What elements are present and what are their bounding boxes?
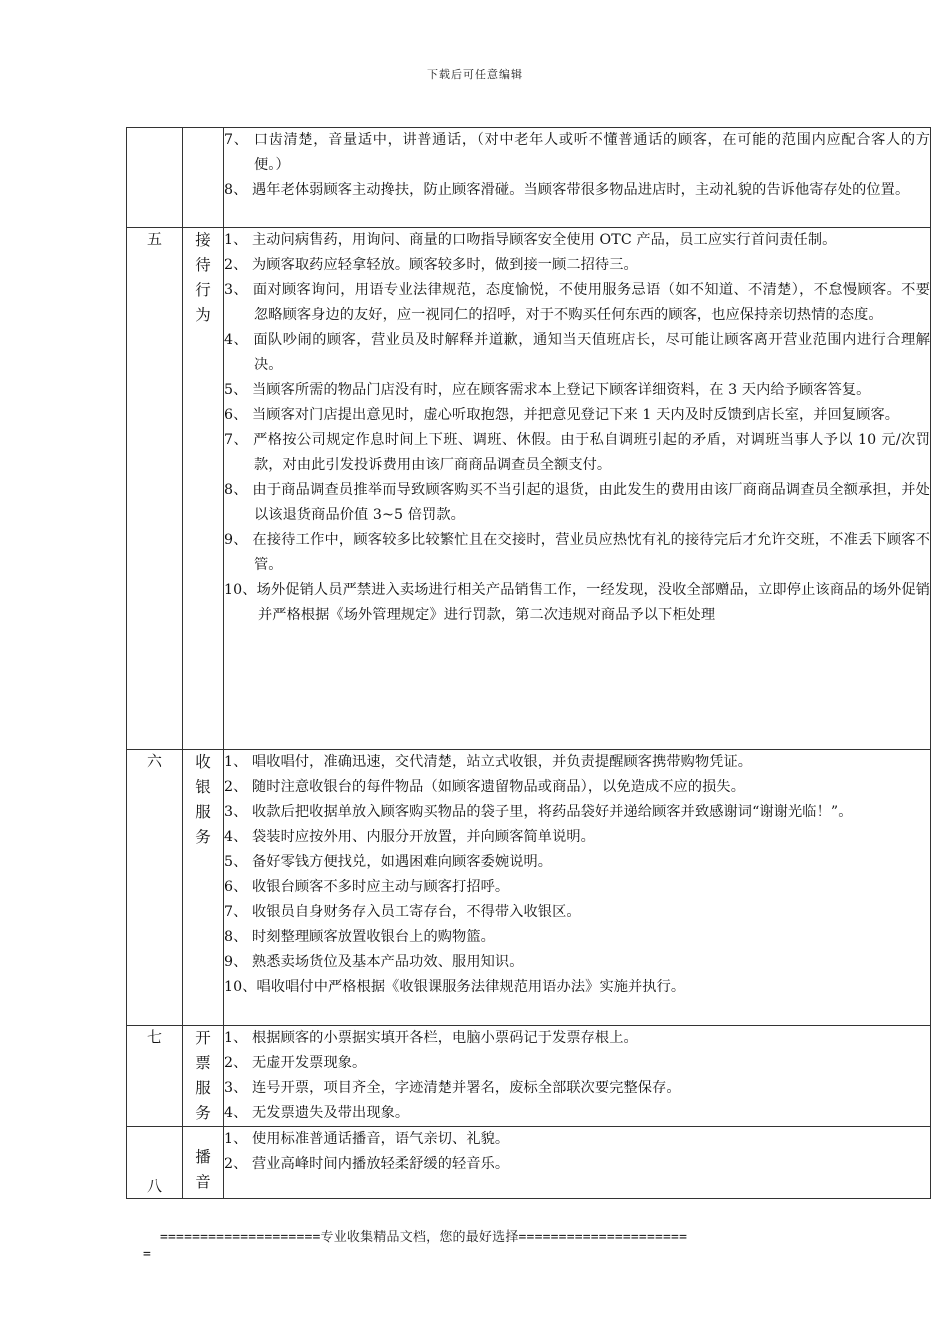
list-item: 8、 时刻整理顾客放置收银台上的购物篮。 [224,929,495,945]
footer-line-continued: = [143,1247,151,1262]
section-items [224,228,931,750]
list-item: 1、 唱收唱付，准确迅速，交代清楚，站立式收银，并负责提醒顾客携带购物凭证。 [224,754,753,770]
list-item: 2、 无虚开发票现象。 [224,1055,367,1071]
list-item: 1、 主动问病售药，用询问、商量的口吻指导顾客安全使用 OTC 产品，员工应实行首问责任制。 [224,232,837,248]
section-items [224,1026,931,1127]
list-item: 9、 熟悉卖场货位及基本产品功效、服用知识。 [224,954,524,970]
list-item: 1、 使用标准普通话播音，语气亲切、礼貌。 [224,1131,510,1147]
list-item: 8、 遇年老体弱顾客主动搀扶，防止顾客滑碰。当顾客带很多物品进店时，主动礼貌的告诉他寄存处的位置。 [224,182,910,198]
list-item: 7、 收银员自身财务存入员工寄存台，不得带入收银区。 [224,904,581,920]
list-item: 6、 收银台顾客不多时应主动与顾客打招呼。 [224,879,510,895]
section-row [127,228,931,750]
list-item: 9、 在接待工作中，顾客较多比较繁忙且在交接时，营业员应热忱有礼的接待完后才允许交班，不准丢下顾客不管。 [224,532,930,573]
list-item: 4、 面队吵闹的顾客，营业员及时解释并道歉，通知当天值班店长，尽可能让顾客离开营业范围内进行合理解决。 [224,332,930,373]
list-item: 2、 随时注意收银台的每件物品（如顾客遗留物品或商品），以免造成不应的损失。 [224,779,745,795]
list-item: 10、场外促销人员严禁进入卖场进行相关产品销售工作，一经发现，没收全部赠品，立即停止该商品的场外促销并严格根据《场外管理规定》进行罚款，第二次违规对商品予以下柜处理 [224,582,930,623]
list-item: 3、 连号开票，项目齐全，字迹清楚并署名，废标全部联次要完整保存。 [224,1080,681,1096]
list-item: 3、 面对顾客询问，用语专业法律规范，态度愉悦，不使用服务忌语（如不知道、不清楚），不怠慢顾客。不要忽略顾客身边的友好，应一视同仁的招呼，对于不购买任何东西的顾客，也应保持亲切热情的态度。 [224,282,930,323]
list-item: 4、 袋装时应按外用、内服分开放置，并向顾客简单说明。 [224,829,595,845]
section-number: 五 [127,228,183,750]
section-category: 接 待 行 为 [183,228,224,750]
list-item: 8、 由于商品调查员推举而导致顾客购买不当引起的退货，由此发生的费用由该厂商商品调查员全额承担，并处以该退货商品价值 3~5 倍罚款。 [224,482,930,523]
section-items [224,750,931,1026]
list-item: 5、 备好零钱方便找兑，如遇困难向顾客委婉说明。 [224,854,553,870]
section-number: 八 [127,1127,183,1199]
section-row [127,750,931,1026]
list-item: 2、 营业高峰时间内播放轻柔舒缓的轻音乐。 [224,1156,510,1172]
list-item: 4、 无发票遗失及带出现象。 [224,1105,410,1121]
section-row [127,1127,931,1199]
section-items [224,1127,931,1199]
list-item: 2、 为顾客取药应轻拿轻放。顾客较多时，做到接一顾二招待三。 [224,257,638,273]
section-category [183,128,224,228]
footer-line: ====================专业收集精品文档，您的最好选择===================== [160,1230,688,1245]
section-number [127,128,183,228]
section-category: 收 银 服 务 [183,750,224,1026]
section-items [224,128,931,228]
section-category: 播 音 [183,1127,224,1199]
section-row [127,1026,931,1127]
list-item: 1、 根据顾客的小票据实填开各栏，电脑小票码记于发票存根上。 [224,1030,638,1046]
list-item: 7、 严格按公司规定作息时间上下班、调班、休假。由于私自调班引起的矛盾，对调班当事人予以 10 元/次罚款，对由此引发投诉费用由该厂商商品调查员全额支付。 [224,432,930,473]
list-item: 7、 口齿清楚，音量适中，讲普通话，（对中老年人或听不懂普通话的顾客，在可能的范围内应配合客人的方便。） [224,132,930,173]
section-row [127,128,931,228]
list-item: 5、 当顾客所需的物品门店没有时，应在顾客需求本上登记下顾客详细资料，在 3 天内给予顾客答复。 [224,382,871,398]
list-item: 10、唱收唱付中严格根据《收银课服务法律规范用语办法》实施并执行。 [224,979,686,995]
regulation-table [126,127,931,1199]
page-header: 下载后可任意编辑 [427,68,523,81]
section-category: 开 票 服 务 [183,1026,224,1127]
section-number: 七 [127,1026,183,1127]
section-number: 六 [127,750,183,1026]
list-item: 3、 收款后把收据单放入顾客购买物品的袋子里，将药品袋好并递给顾客并致感谢词“谢谢光临！”。 [224,804,853,820]
list-item: 6、 当顾客对门店提出意见时，虚心听取抱怨，并把意见登记下来 1 天内及时反馈到店长室，并回复顾客。 [224,407,900,423]
